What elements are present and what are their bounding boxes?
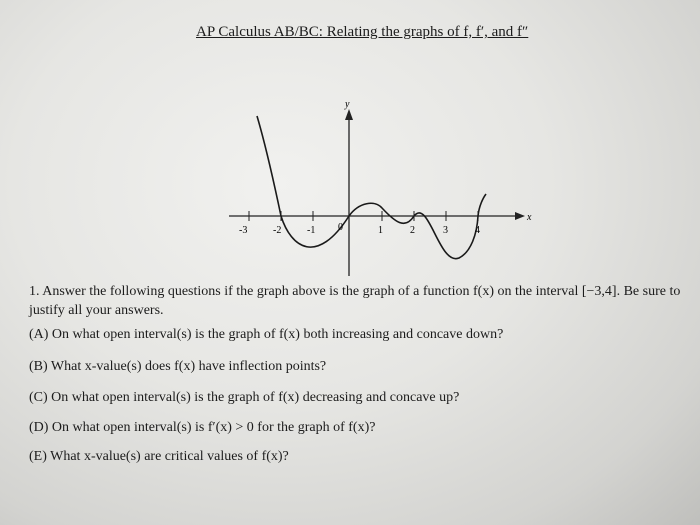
- question-a: (A) On what open interval(s) is the graph of f(x) both increasing and concave down?: [29, 327, 504, 342]
- tick-label-0: 0: [338, 222, 343, 233]
- tick-label-neg1: -1: [307, 225, 316, 236]
- function-curve: [257, 116, 486, 259]
- x-axis-label: x: [527, 212, 532, 223]
- question-e: (E) What x-value(s) are critical values of f(x)?: [29, 449, 289, 464]
- tick-label-1: 1: [378, 225, 383, 236]
- tick-label-3: 3: [443, 225, 448, 236]
- question-d: (D) On what open interval(s) is f′(x) > 0 for the graph of f(x)?: [29, 420, 376, 435]
- question-intro: 1. Answer the following questions if the graph above is the graph of a function f(x) on the interval [−3,4]. Be sure to justify all your answers.: [29, 284, 681, 318]
- question-c: (C) On what open interval(s) is the graph of f(x) decreasing and concave up?: [29, 390, 460, 405]
- tick-label-4: 4: [475, 225, 480, 236]
- worksheet-title: AP Calculus AB/BC: Relating the graphs of f, f′, and f″: [196, 24, 529, 40]
- tick-label-2: 2: [410, 225, 415, 236]
- tick-label-neg3: -3: [239, 225, 248, 236]
- function-graph: [225, 98, 535, 278]
- question-b: (B) What x-value(s) does f(x) have inflection points?: [29, 359, 327, 374]
- tick-label-neg2: -2: [273, 225, 282, 236]
- x-axis-arrow: [515, 212, 525, 220]
- y-axis-label: y: [345, 99, 350, 110]
- y-axis-arrow: [345, 109, 353, 120]
